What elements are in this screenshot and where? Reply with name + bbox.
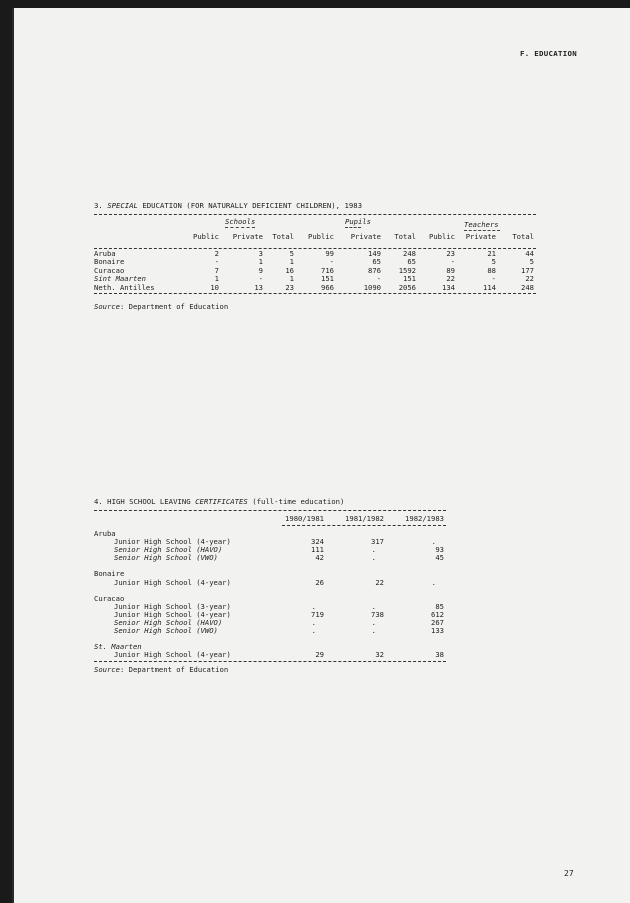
table3-cell: - [214,257,219,267]
table4-cell: . [371,617,376,627]
table3-cell: - [491,274,496,284]
table3-cell: 2 [214,249,219,258]
table4-title-italic: CERTIFICATES [195,497,248,506]
table3-cell: 1 [289,257,294,267]
table3-col-header: Private [350,232,381,241]
table4-bottom-rule [94,661,446,662]
table4-cell: . [311,601,316,611]
table4-title-number: 4. HIGH SCHOOL LEAVING [94,497,191,506]
table4-section-name: Aruba [94,529,116,538]
table3-cell: 177 [521,265,534,275]
table3-col-header: Private [232,232,263,241]
table4-header-rule [282,525,446,526]
table4-row-label: Senior High School (VWO) [114,553,218,563]
table3-cell: 149 [368,249,381,258]
table4-row-label: Senior High School (HAVO) [114,617,223,627]
table4-cell: 133 [431,625,444,635]
table3-col-header: Total [512,232,534,241]
table3-title [94,202,362,210]
table3-row-label: Aruba [94,249,116,258]
table4-cell: 85 [435,601,444,611]
table3-cell: 3 [258,249,263,258]
table4-cell: . [311,617,316,627]
section-header: F. EDUCATION [520,49,577,58]
table3-col-header: Private [465,232,496,241]
table3-cell: 22 [525,274,534,284]
table3-cell: 134 [442,282,455,292]
table3-group-teachers: Teachers [464,220,499,229]
table4-cell: 719 [311,609,324,619]
table4-section-name: St. Maarten [94,641,142,651]
table3-row-label: Sint Maarten [94,274,146,284]
table3-col-header: Total [394,232,416,241]
table4-col-header: 1981/1982 [345,514,384,523]
table3-cell: 22 [446,274,455,284]
table3-cell: 9 [258,265,263,275]
table3-cell: 89 [446,265,455,275]
table3-cell: - [329,257,334,267]
table4-cell: 111 [311,545,324,555]
table3-bottom-rule [94,293,536,294]
table3-cell: 114 [483,282,496,292]
table4-col-header: 1980/1981 [285,514,324,523]
table3-row-label: Neth. Antilles [94,282,155,292]
table3-group-schools-underline [225,227,255,228]
table3-cell: 16 [285,265,294,275]
table3-col-header: Public [308,232,334,241]
table4-row-label: Junior High School (3-year) [114,601,231,611]
table4-cell: 22 [375,577,384,587]
table4-cell: . [371,553,376,563]
table3-cell: 151 [403,274,416,284]
table3-cell: 248 [521,282,534,292]
table4-source: Source: Department of Education [94,665,229,674]
table4-row-label: Junior High School (4-year) [114,577,231,587]
table4-cell: 267 [431,617,444,627]
page-number: 27 [564,869,574,878]
table3-cell: 7 [214,265,219,275]
table3-title-italic: SPECIAL [107,201,138,210]
table3-source: Source: Department of Education [94,302,229,311]
table4-title-rest: (full-time education) [252,497,345,506]
table4-cell: 26 [315,577,324,587]
table3-group-schools: Schools [225,217,256,226]
table4-section-name: Bonaire [94,569,125,579]
table3-cell: 21 [487,249,496,258]
table3-cell: 1 [289,274,294,284]
table3-title-rest: EDUCATION (FOR NATURALLY DEFICIENT CHILDREN), 1983 [142,201,363,210]
table4-cell: 324 [311,537,324,547]
table4-cell: 42 [315,553,324,563]
table3-col-header: Public [193,232,219,241]
table4-cell: . [311,625,316,635]
table4-cell: 612 [431,609,444,619]
table3-cell: 716 [321,265,334,275]
table4-cell: 38 [435,650,444,659]
table3-cell: 1 [214,274,219,284]
table3-group-pupils-underline [345,227,361,228]
table3-cell: 1592 [398,265,416,275]
table4-cell: 45 [435,553,444,563]
table4-cell: . [371,601,376,611]
table3-cell: - [450,257,455,267]
table3-cell: 2056 [398,282,416,292]
table3-cell: 13 [254,282,263,292]
table3-cell: 876 [368,265,381,275]
table3-col-header: Total [272,232,294,241]
table3-cell: 65 [372,257,381,267]
table3-cell: 5 [289,249,294,258]
table4-cell: . [371,625,376,635]
table3-group-teachers-underline [464,230,500,231]
table3-cell: 23 [285,282,294,292]
table3-cell: 151 [321,274,334,284]
table4-top-rule [94,510,446,511]
table3-cell: 248 [403,249,416,258]
table3-cell: 1 [258,257,263,267]
table3-row-label: Bonaire [94,257,125,267]
table3-cell: - [376,274,381,284]
table3-cell: 65 [407,257,416,267]
table4-cell: . [431,577,436,587]
table4-row-label: Senior High School (VWO) [114,625,218,635]
table3-row-label: Curacao [94,265,125,275]
table3-cell: 5 [491,257,496,267]
table3-top-rule [94,214,536,215]
table3-cell: 88 [487,265,496,275]
table4-col-header: 1982/1983 [405,514,444,523]
table3-cell: 10 [210,282,219,292]
table4-title [94,498,344,506]
table4-section-name: Curacao [94,593,125,603]
table3-cell: 1090 [363,282,381,292]
table4-row-label: Junior High School (4-year) [114,650,231,659]
table3-cell: 5 [529,257,534,267]
table3-group-pupils: Pupils [345,217,371,226]
table3-cell: - [258,274,263,284]
table3-title-number: 3. [94,201,103,210]
table3-header-rule [94,248,536,249]
table4-cell: 32 [375,650,384,659]
table4-cell: 738 [371,609,384,619]
table4-cell: . [371,545,376,555]
table3-cell: 44 [525,249,534,258]
table4-cell: 93 [435,545,444,555]
document-page [12,8,630,903]
table3-cell: 99 [325,249,334,258]
table3-cell: 966 [321,282,334,292]
table4-row-label: Junior High School (4-year) [114,609,231,619]
table4-row-label: Senior High School (HAVO) [114,545,223,555]
table4-cell: 29 [315,650,324,659]
table4-cell: 317 [371,537,384,547]
table4-row-label: Junior High School (4-year) [114,537,231,547]
table3-cell: 23 [446,249,455,258]
table3-col-header: Public [429,232,455,241]
table4-cell: . [431,537,436,547]
